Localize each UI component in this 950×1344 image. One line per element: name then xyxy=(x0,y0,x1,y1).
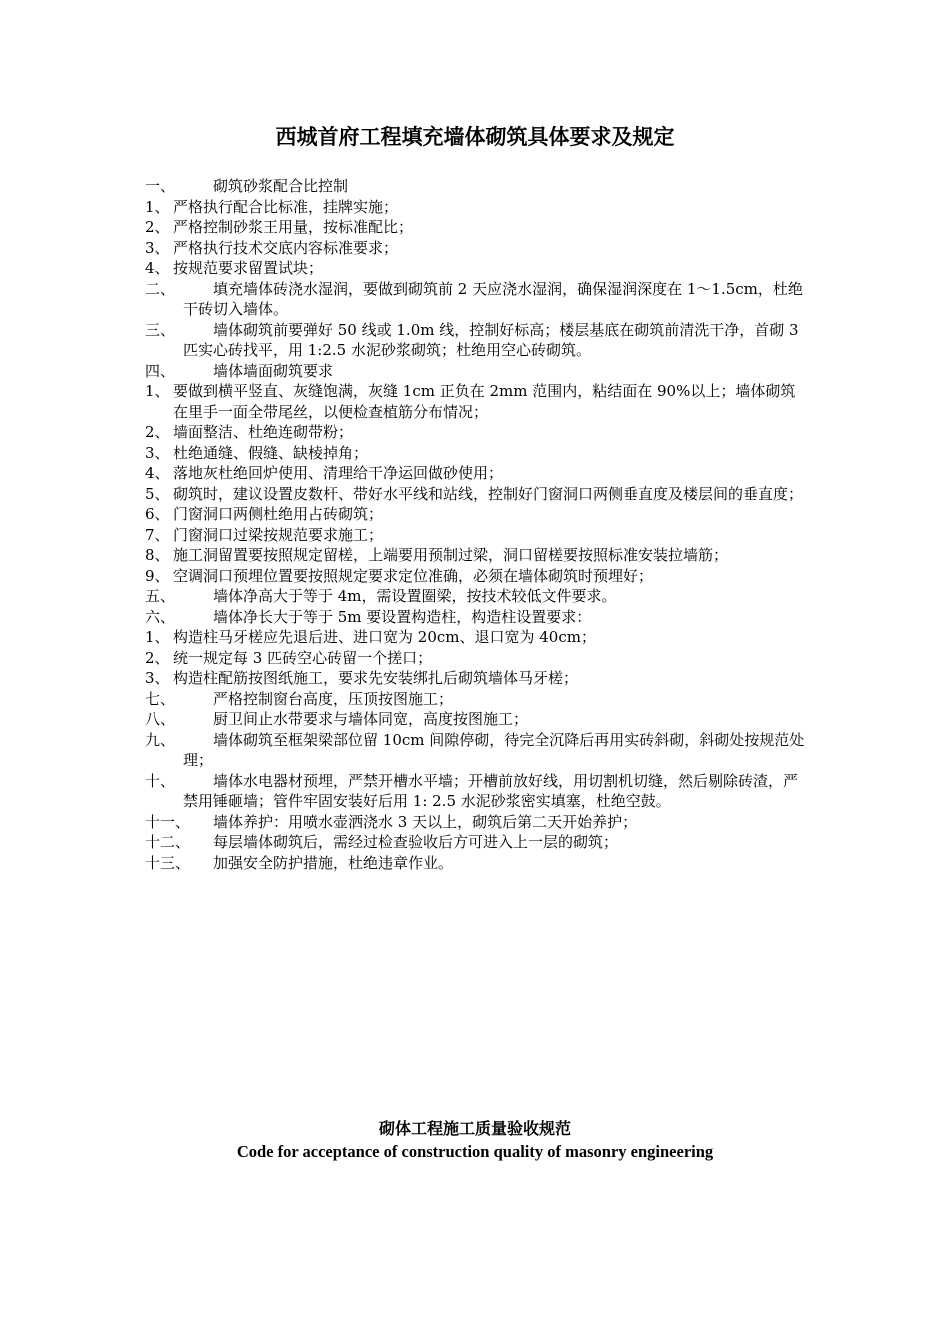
list-item-text: 严格控制砂浆王用量，按标准配比； xyxy=(173,218,414,236)
list-item xyxy=(145,443,810,464)
list-item-marker: 七、 xyxy=(145,689,176,708)
list-item-text: 构造柱马牙槎应先退后进、进口宽为 20cm、退口宽为 40cm； xyxy=(173,628,596,646)
list-item-marker: 二、 xyxy=(145,279,176,298)
list-item-marker: 2、 xyxy=(145,423,170,441)
list-item xyxy=(145,709,810,730)
list-item-text: 统一规定每 3 匹砖空心砖留一个搓口； xyxy=(173,648,433,667)
list-item-text: 严格执行配合比标准，挂牌实施； xyxy=(173,197,399,216)
footer-subtitle: Code for acceptance of construction quality of masonry engineering xyxy=(236,1142,714,1161)
list-item-text: 砌筑时，建议设置皮数杆、带好水平线和站线，控制好门窗洞口两侧垂直度及楼层间的垂直度； xyxy=(173,484,804,503)
list-item-text: 墙体净长大于等于 5m 要设置构造柱，构造柱设置要求： xyxy=(213,607,592,626)
list-item-marker: 十、 xyxy=(145,771,176,790)
list-item-marker: 7、 xyxy=(145,525,170,544)
list-item xyxy=(145,525,810,546)
list-item-marker: 3、 xyxy=(145,443,170,462)
list-item-marker: 4、 xyxy=(145,259,170,277)
list-item xyxy=(145,238,810,259)
list-item xyxy=(145,320,810,361)
list-item xyxy=(145,668,810,689)
list-item xyxy=(145,258,810,279)
list-item-marker: 六、 xyxy=(145,607,176,626)
list-item-marker: 一、 xyxy=(145,177,176,195)
footer-title: 砌体工程施工质量验收规范 xyxy=(378,1119,571,1138)
list-item-text: 墙体养护：用喷水壶洒浇水 3 天以上，砌筑后第二天开始养护； xyxy=(213,812,638,831)
list-item xyxy=(145,197,810,218)
list-item-text: 要做到横平竖直、灰缝饱满，灰缝 1cm 正负在 2mm 范围内，粘结面在 90%以上；墙体砌筑在里手一面全带尾丝，以便检查植筋分布情况； xyxy=(173,382,796,421)
list-item-text: 砌筑砂浆配合比控制 xyxy=(213,177,349,195)
list-item-text: 填充墙体砖浇水湿润，要做到砌筑前 2 天应浇水湿润，确保湿润深度在 1～1.5cm，杜绝干砖切入墙体。 xyxy=(183,279,803,318)
list-item-text: 门窗洞口两侧杜绝用占砖砌筑； xyxy=(173,505,384,523)
list-item-text: 落地灰杜绝回炉使用、清理给干净运回做砂使用； xyxy=(173,464,504,482)
footer xyxy=(0,1117,950,1163)
list-item-text: 门窗洞口过梁按规范要求施工； xyxy=(173,525,384,544)
list-item xyxy=(145,607,810,628)
list-item-marker: 十一、 xyxy=(145,812,191,831)
list-item-text: 墙体净高大于等于 4m，需设置圈梁，按技术较低文件要求。 xyxy=(213,587,617,605)
list-item xyxy=(145,422,810,443)
list-item-marker: 八、 xyxy=(145,710,176,728)
list-item xyxy=(145,217,810,238)
list-item-marker: 3、 xyxy=(145,669,170,687)
list-item-text: 墙体水电器材预埋，严禁开槽水平墙；开槽前放好线，用切割机切缝，然后剔除砖渣，严禁用锤砸墙；管件牢固安装好后用 1: 2.5 水泥砂浆密实填塞，杜绝空鼓。 xyxy=(183,771,799,810)
list-item-text: 杜绝通缝、假缝、缺棱掉角； xyxy=(173,443,369,462)
list-item-marker: 9、 xyxy=(145,566,170,585)
list-item-text: 每层墙体砌筑后，需经过检查验收后方可进入上一层的砌筑； xyxy=(213,833,619,851)
list-item-text: 构造柱配筋按图纸施工，要求先安装绑扎后砌筑墙体马牙槎； xyxy=(173,669,579,687)
list-item-text: 加强安全防护措施，杜绝违章作业。 xyxy=(213,853,454,872)
list-item-text: 施工洞留置要按照规定留槎，上端要用预制过梁，洞口留槎要按照标准安装拉墙筋； xyxy=(173,546,729,564)
list-item xyxy=(145,361,810,382)
list-item xyxy=(145,648,810,669)
list-item-marker: 十二、 xyxy=(145,833,191,851)
list-item-marker: 5、 xyxy=(145,484,170,503)
list-item-marker: 十三、 xyxy=(145,853,191,872)
list-item xyxy=(145,381,810,422)
list-item xyxy=(145,730,810,771)
list-item xyxy=(145,566,810,587)
list-item-marker: 4、 xyxy=(145,464,170,482)
list-item-marker: 2、 xyxy=(145,648,170,667)
list-item-marker: 九、 xyxy=(145,730,176,749)
list-item xyxy=(145,484,810,505)
list-item-marker: 6、 xyxy=(145,505,170,523)
list-item xyxy=(145,812,810,833)
requirements-list xyxy=(145,176,810,873)
list-item-marker: 四、 xyxy=(145,361,176,380)
list-item xyxy=(145,504,810,525)
list-item xyxy=(145,771,810,812)
list-item xyxy=(145,463,810,484)
list-item xyxy=(145,832,810,853)
list-item xyxy=(145,586,810,607)
list-item-text: 按规范要求留置试块； xyxy=(173,259,324,277)
list-item-marker: 8、 xyxy=(145,546,170,564)
list-item-marker: 1、 xyxy=(145,382,170,400)
list-item xyxy=(145,545,810,566)
list-item xyxy=(145,627,810,648)
list-item-text: 空调洞口预埋位置要按照规定要求定位准确，必须在墙体砌筑时预埋好； xyxy=(173,566,654,585)
list-item-marker: 1、 xyxy=(145,197,170,216)
list-item-marker: 2、 xyxy=(145,218,170,236)
list-item-text: 墙体砌筑至框架梁部位留 10cm 间隙停砌，待完全沉降后再用实砖斜砌，斜砌处按规范处理； xyxy=(183,730,805,769)
list-item-text: 厨卫间止水带要求与墙体同宽，高度按图施工； xyxy=(213,710,529,728)
list-item xyxy=(145,279,810,320)
list-item-text: 墙体墙面砌筑要求 xyxy=(213,361,334,380)
list-item-marker: 3、 xyxy=(145,238,170,257)
list-item xyxy=(145,176,810,197)
list-item-text: 严格控制窗台高度，压顶按图施工； xyxy=(213,689,454,708)
list-item-marker: 五、 xyxy=(145,587,176,605)
list-item-text: 严格执行技术交底内容标准要求； xyxy=(173,238,399,257)
list-item-text: 墙面整洁、杜绝连砌带粉； xyxy=(173,423,354,441)
list-item xyxy=(145,853,810,874)
list-item-marker: 1、 xyxy=(145,628,170,646)
list-item-marker: 三、 xyxy=(145,320,176,339)
document-title: 西城首府工程填充墙体砌筑具体要求及规定 xyxy=(275,125,675,149)
list-item-text: 墙体砌筑前要弹好 50 线或 1.0m 线，控制好标高；楼层基底在砌筑前清洗干净，首砌 3 匹实心砖找平，用 1:2.5 水泥砂浆砌筑；杜绝用空心砖砌筑。 xyxy=(183,320,799,359)
list-item xyxy=(145,689,810,710)
